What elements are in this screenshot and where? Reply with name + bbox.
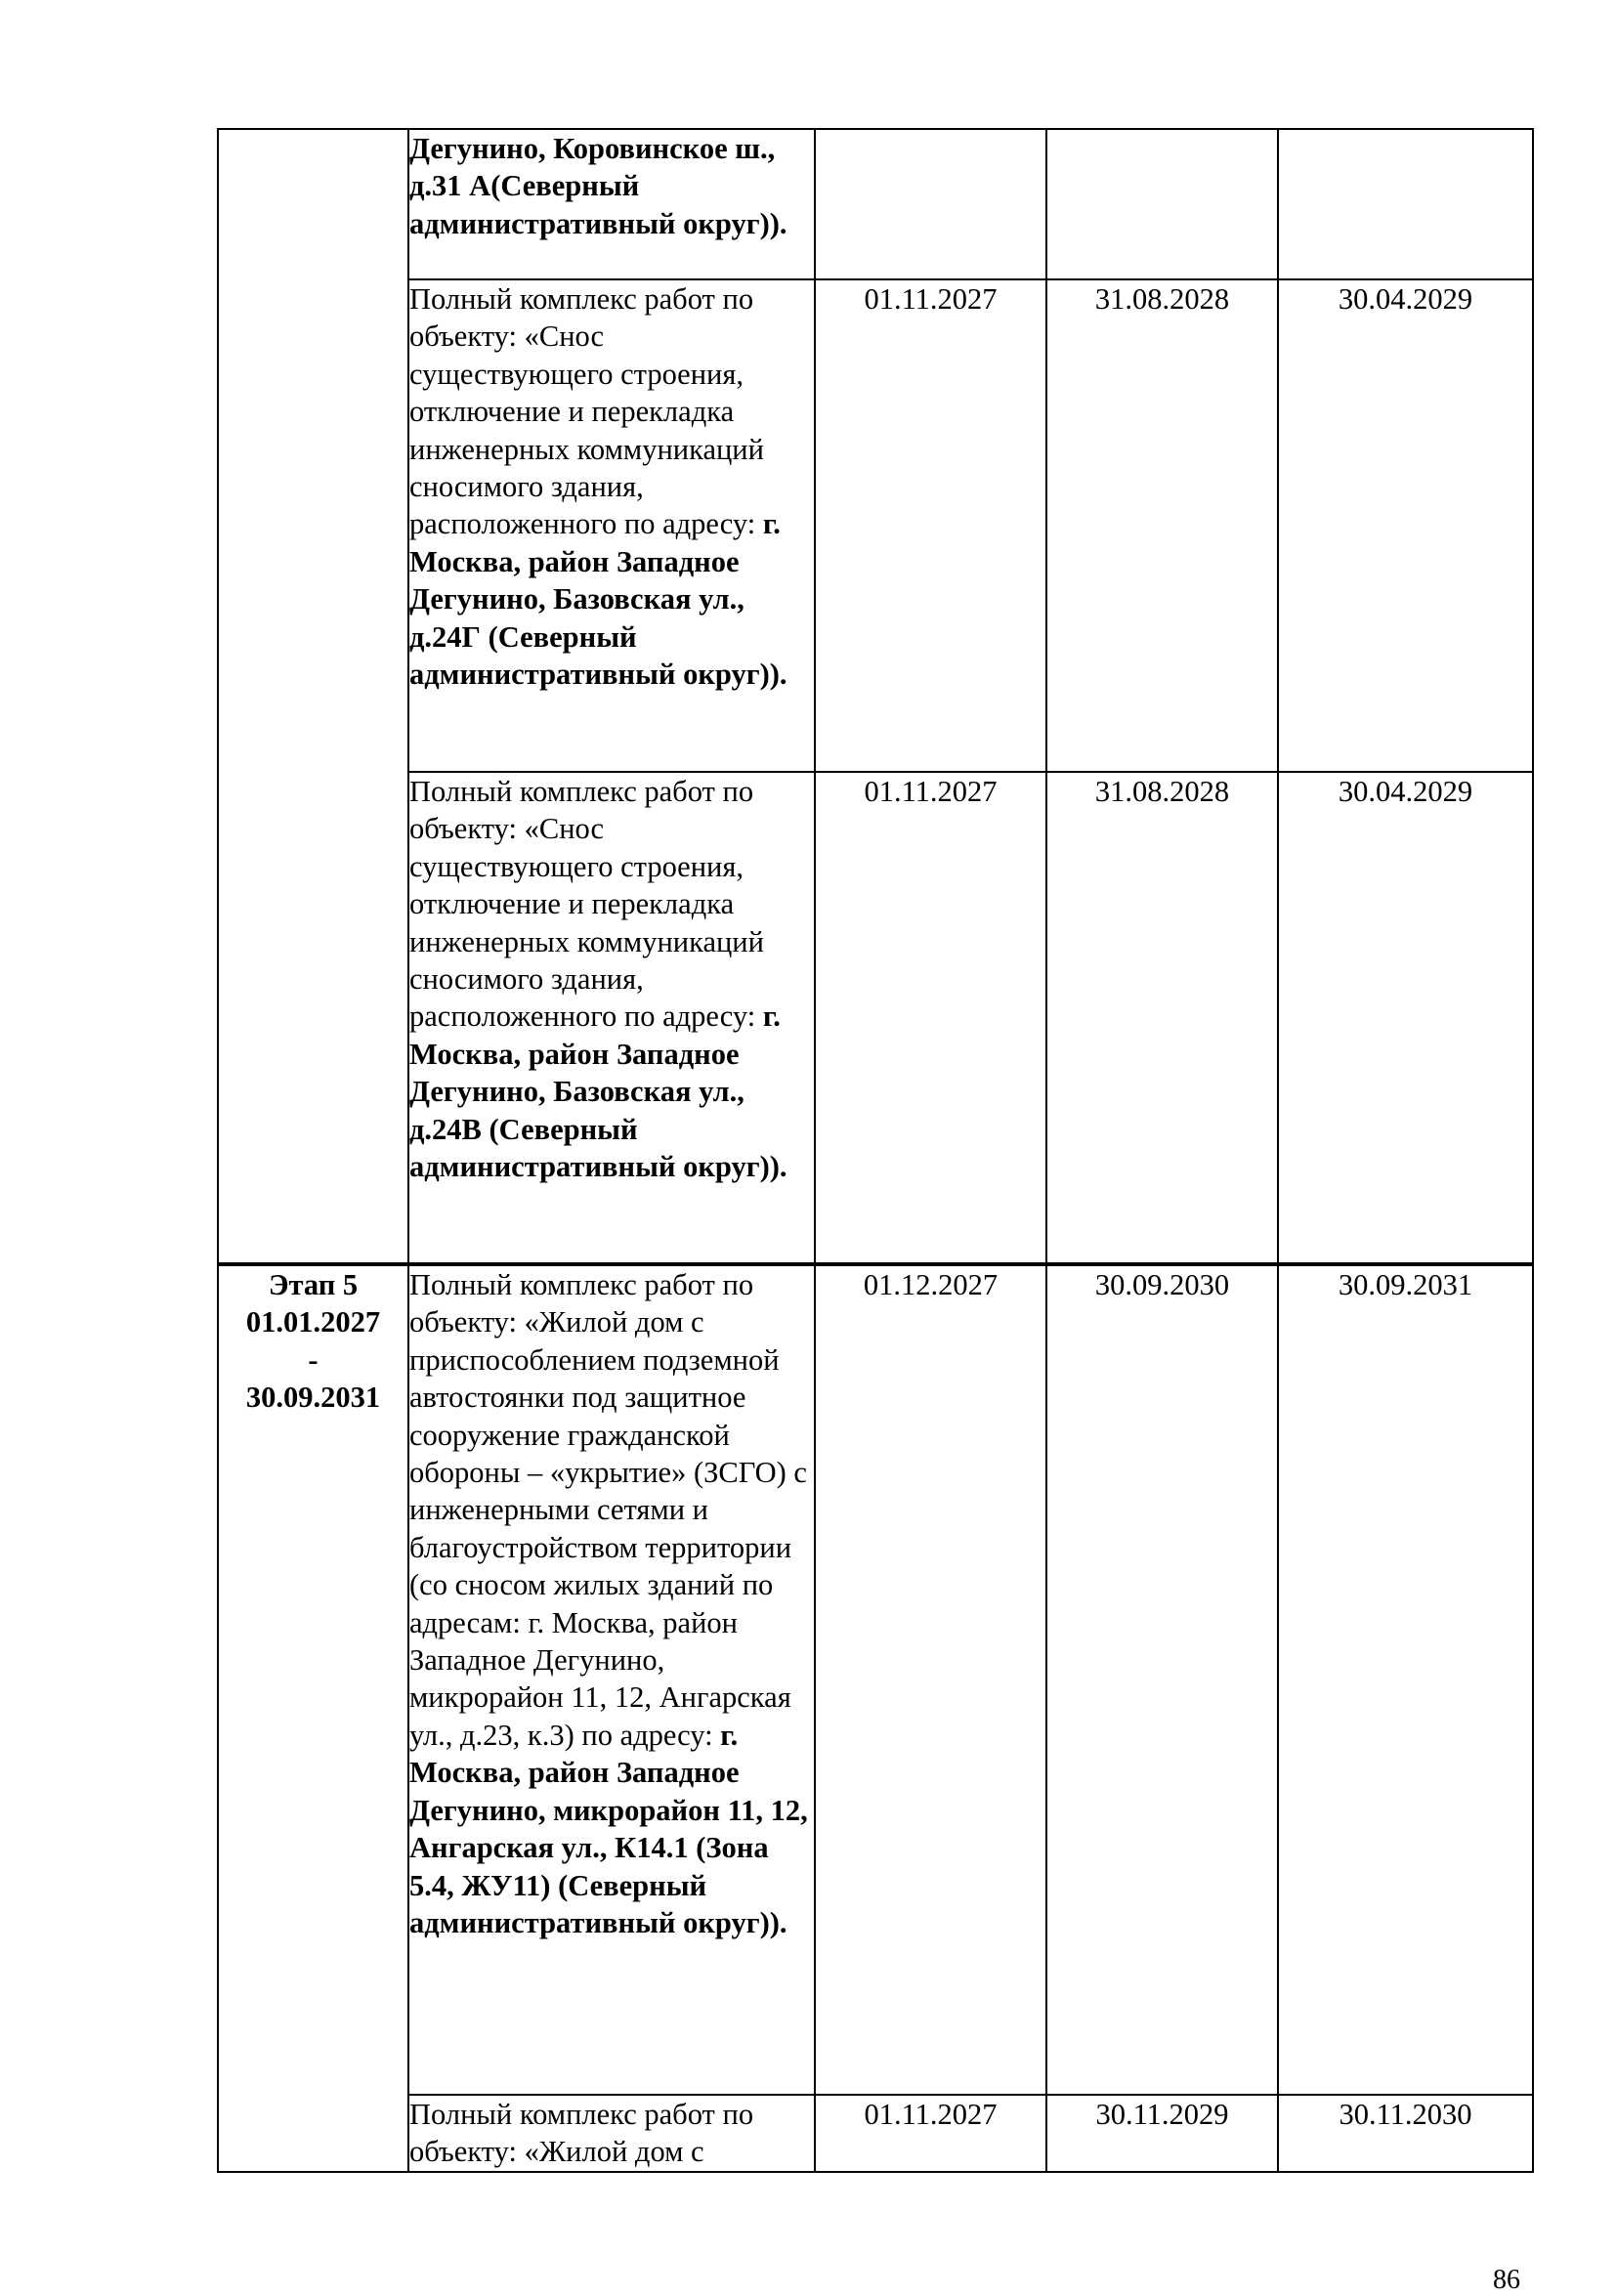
stage-cell-empty (218, 129, 408, 1264)
page-number: 86 (1493, 2265, 1520, 2295)
middle-date-cell: 30.09.2030 (1046, 1264, 1278, 2095)
start-date-cell: 01.11.2027 (815, 772, 1046, 1264)
end-date-cell (1278, 129, 1533, 279)
start-date-cell (815, 129, 1046, 279)
end-date-cell: 30.04.2029 (1278, 772, 1533, 1264)
table-row (218, 279, 1533, 772)
work-description-cell: Полный комплекс работ по объекту: «Снос существующего строения, отключение и перекладка инженерных коммуникаций сносимого здания, расположенного по адресу: г. Москва, район Западное Дегунино, Базовская ул., д.24В (Северный административный округ)). (408, 772, 815, 1264)
work-description-cell: Полный комплекс работ по объекту: «Снос существующего строения, отключение и перекладка инженерных коммуникаций сносимого здания, расположенного по адресу: г. Москва, район Западное Дегунино, Базовская ул., д.24Г (Северный административный округ)). (408, 279, 815, 772)
start-date-cell: 01.12.2027 (815, 1264, 1046, 2095)
middle-date-cell: 31.08.2028 (1046, 772, 1278, 1264)
end-date-cell: 30.11.2030 (1278, 2095, 1533, 2172)
schedule-table (217, 128, 1534, 2173)
start-date-cell: 01.11.2027 (815, 2095, 1046, 2172)
middle-date-cell: 31.08.2028 (1046, 279, 1278, 772)
table-row (218, 2095, 1533, 2172)
end-date-cell: 30.09.2031 (1278, 1264, 1533, 2095)
start-date-cell: 01.11.2027 (815, 279, 1046, 772)
stage-title: Этап 5 (268, 1268, 359, 1301)
end-date-cell: 30.04.2029 (1278, 279, 1533, 772)
middle-date-cell (1046, 129, 1278, 279)
table-row (218, 129, 1533, 279)
table-row (218, 772, 1533, 1264)
work-description-cell: Полный комплекс работ по объекту: «Жилой дом с приспособлением подземной автостоянки под защитное сооружение гражданской обороны – «укрытие» (ЗСГО) с инженерными сетями и благоустройством территории (со сносом жилых зданий по адресам: г. Москва, район Западное Дегунино, микрорайон 11, 12, Ангарская ул., д.23, к.3) по адресу: г. Москва, район Западное Дегунино, микрорайон 11, 12, Ангарская ул., К14.1 (Зона 5.4, ЖУ11) (Северный административный округ)). (408, 1264, 815, 2095)
stage-end-date: 30.09.2031 (245, 1381, 381, 1415)
middle-date-cell: 30.11.2029 (1046, 2095, 1278, 2172)
stage-start-date: 01.01.2027 (245, 1305, 381, 1339)
table-row (218, 1264, 1533, 2095)
stage-cell (218, 1264, 408, 2172)
stage-dash: - (308, 1342, 319, 1377)
work-description-cell: Дегунино, Коровинское ш., д.31 А(Северный административный округ)). (408, 129, 815, 279)
work-description-cell: Полный комплекс работ по объекту: «Жилой дом с (408, 2095, 815, 2172)
